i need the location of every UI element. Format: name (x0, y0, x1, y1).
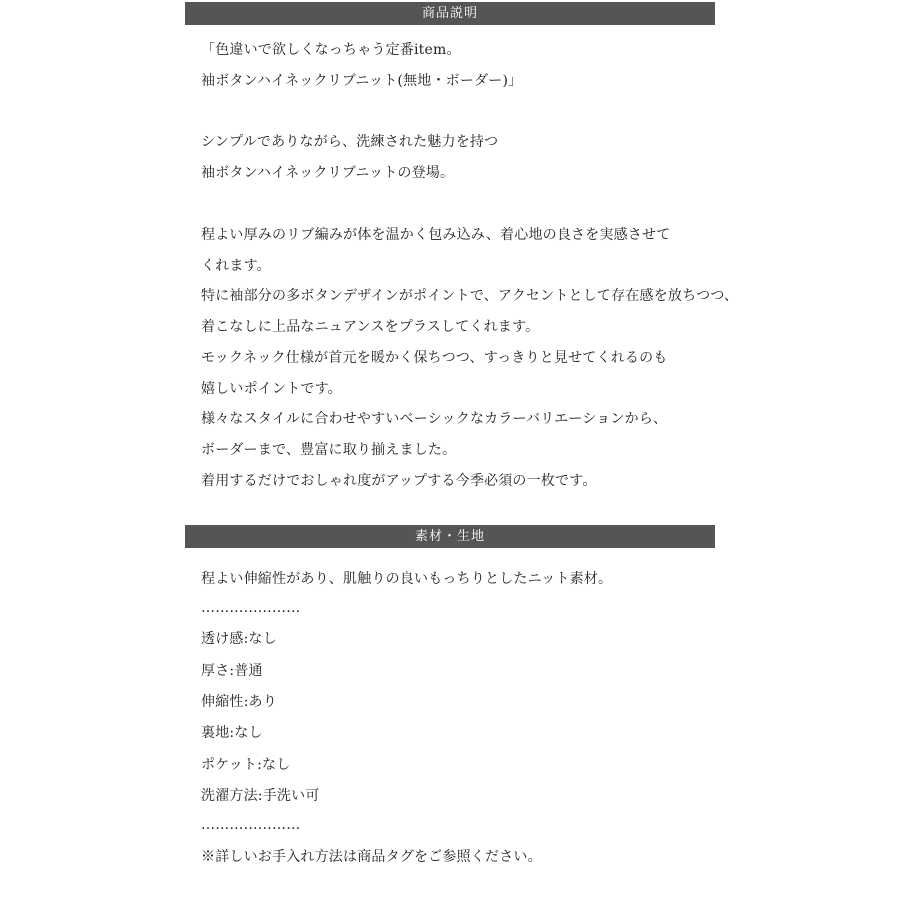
spec-lining: 裏地:なし (201, 725, 263, 741)
description-line: くれます。 (201, 258, 271, 274)
section-header-material: 素材・生地 (185, 525, 715, 548)
description-line: 袖ボタンハイネックリブニット(無地・ボーダー)」 (201, 73, 523, 89)
description-line: シンプルでありながら、洗練された魅力を持つ (201, 134, 499, 150)
description-line: 着こなしに上品なニュアンスをプラスしてくれます。 (201, 319, 540, 335)
material-divider-top: ………………… (201, 600, 301, 616)
material-intro: 程よい伸縮性があり、肌触りの良いもっちりとしたニット素材。 (201, 571, 613, 587)
spec-pocket: ポケット:なし (201, 757, 291, 773)
description-line: 着用するだけでおしゃれ度がアップする今季必須の一枚です。 (201, 473, 597, 489)
spec-stretch: 伸縮性:あり (201, 694, 277, 710)
description-line: 特に袖部分の多ボタンデザインがポイントで、アクセントとして存在感を放ちつつ、 (201, 288, 739, 304)
description-line: 程よい厚みのリブ編みが体を温かく包み込み、着心地の良さを実感させて (201, 227, 671, 243)
spec-thickness: 厚さ:普通 (201, 663, 263, 679)
care-note: ※詳しいお手入れ方法は商品タグをご参照ください。 (201, 849, 542, 865)
description-line: 様々なスタイルに合わせやすいベーシックなカラーバリエーションから、 (201, 411, 668, 427)
description-line: 袖ボタンハイネックリブニットの登場。 (201, 165, 455, 181)
description-line: 「色違いで欲しくなっちゃう定番item。 (201, 42, 461, 58)
description-line: ボーダーまで、豊富に取り揃えました。 (201, 442, 457, 458)
spec-washing: 洗濯方法:手洗い可 (201, 788, 320, 804)
spec-transparency: 透け感:なし (201, 631, 277, 647)
description-line: モックネック仕様が首元を暖かく保ちつつ、すっきりと見せてくれるのも (201, 350, 668, 366)
section-header-description: 商品説明 (185, 2, 715, 25)
material-divider-bottom: ………………… (201, 817, 301, 833)
description-line: 嬉しいポイントです。 (201, 381, 342, 397)
